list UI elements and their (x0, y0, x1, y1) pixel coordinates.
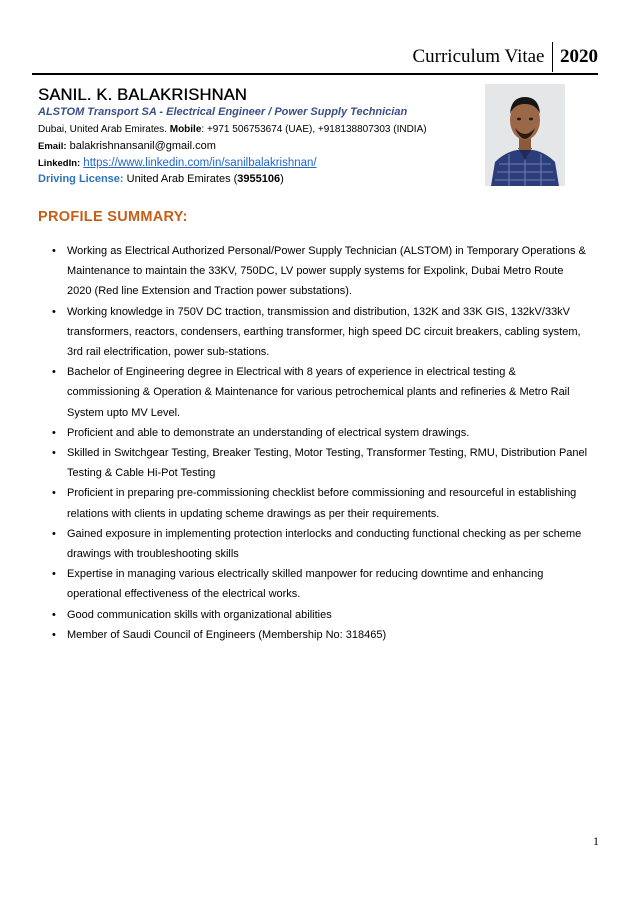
list-item (52, 443, 588, 483)
list-item-text: Proficient and able to demonstrate an understanding of electrical system drawings. (67, 426, 470, 439)
list-item (52, 423, 588, 443)
mobile-label: Mobile (169, 124, 202, 135)
header-rule (32, 73, 598, 75)
list-item-text: Gained exposure in implementing protection interlocks and conducting functional checking as per scheme drawings with troubleshooting skills (67, 527, 582, 561)
page-header (412, 42, 598, 72)
list-item-text: Proficient in preparing pre-commissioning checklist before commissioning and resourceful in establishing relations with clients in updating scheme drawings as per their requirements. (67, 487, 577, 520)
license-number: 3955106 (237, 173, 281, 185)
candidate-name: SANIL. K. BALAKRISHNAN (38, 86, 247, 104)
page-number: 1 (593, 834, 599, 848)
list-item-text: Working as Electrical Authorized Personal/Power Supply Technician (ALSTOM) in Temporary Operations & Maintenance to maintain the 33KV, 750DC, LV power supply systems for Expolink, Dubai Metro Route 2020 (Red line Extension and Traction power substations). (67, 245, 586, 298)
list-item-text: Expertise in managing various electrically skilled manpower for reducing downtime and enhancing operational effectiveness of the electrical works. (67, 568, 544, 601)
contact-line (38, 124, 427, 135)
profile-photo (485, 84, 565, 186)
bullet-icon: • (52, 366, 56, 379)
list-item (52, 241, 588, 302)
list-item (52, 302, 588, 363)
list-item-text: Member of Saudi Council of Engineers (Membership No: 318465) (67, 628, 387, 641)
list-item-text: Good communication skills with organizational abilities (67, 608, 332, 621)
bullet-icon: • (52, 527, 56, 540)
linkedin-link[interactable]: https://www.linkedin.com/in/sanilbalakrishnan/ (83, 157, 317, 169)
bullet-icon: • (52, 245, 56, 257)
list-item (52, 564, 588, 604)
bullet-icon: • (52, 447, 56, 460)
bullet-icon: • (52, 608, 56, 621)
list-item (52, 625, 588, 645)
cv-year: 2020 (560, 46, 598, 67)
bullet-icon: • (52, 426, 56, 439)
profile-summary-list (52, 241, 588, 645)
list-item-text: Skilled in Switchgear Testing, Breaker Testing, Motor Testing, Transformer Testing, RMU, Distribution Panel Testing & Cable Hi-Pot Testing (67, 447, 588, 480)
license-label: Driving License: (38, 173, 124, 185)
list-item (52, 362, 588, 423)
list-item-text: Bachelor of Engineering degree in Electrical with 8 years of experience in electrical testing & commissioning & Operation & Maintenance for various petrochemical plants and refineries & Metro Rail System upto MV Level. (67, 366, 570, 419)
email-label: Email: (38, 141, 67, 152)
cv-label: Curriculum Vitae (412, 46, 545, 67)
bullet-icon: • (52, 487, 56, 500)
bullet-icon: • (52, 568, 56, 581)
bullet-icon: • (52, 628, 56, 641)
candidate-role: ALSTOM Transport SA - Electrical Engineer / Power Supply Technician (38, 106, 408, 118)
linkedin-line (38, 157, 317, 169)
email-address[interactable]: balakrishnansanil@gmail.com (69, 140, 216, 152)
email-line (38, 140, 216, 152)
license-prefix: United Arab Emirates ( (126, 173, 238, 185)
license-suffix: ) (280, 173, 284, 185)
list-item (52, 605, 588, 625)
profile-summary-heading: PROFILE SUMMARY: (38, 209, 188, 225)
license-line (38, 173, 284, 185)
list-item (52, 524, 588, 564)
bullet-icon: • (52, 305, 56, 318)
location-text: Dubai, United Arab Emirates. (38, 124, 167, 135)
list-item (52, 483, 588, 523)
mobile-number: : +971 506753674 (UAE), +918138807303 (INDIA) (201, 124, 427, 135)
list-item-text: Working knowledge in 750V DC traction, transmission and distribution, 132K and 33K GIS, 132kV/33kV transformers, reactors, condensers, earthing transformer, high speed DC circuit breakers, cabling system, 3rd rail electrification, power sub-stations. (67, 305, 581, 359)
linkedin-label: LinkedIn: (38, 158, 81, 169)
